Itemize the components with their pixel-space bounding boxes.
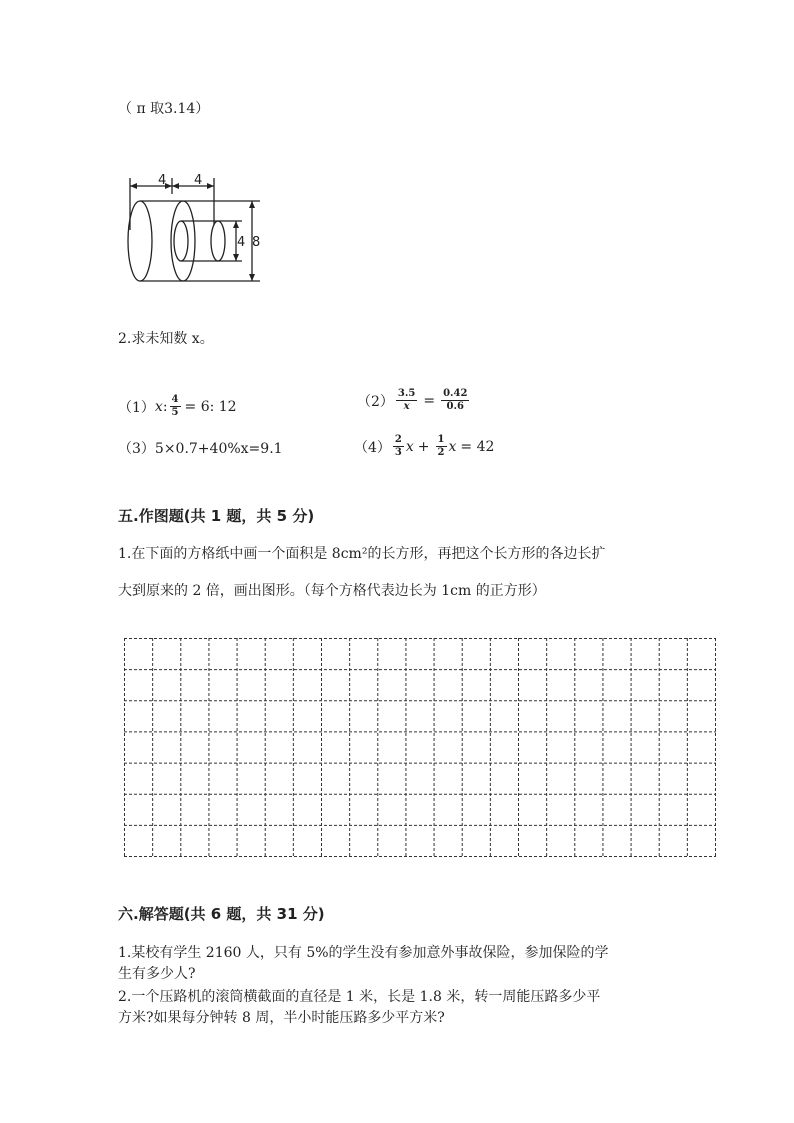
q2-part2-lhs-fraction [396, 388, 417, 413]
fraction-denominator: 2 [437, 447, 445, 458]
q2-part4-rest: = 42 [460, 438, 495, 455]
q2-part4-var-2: x [448, 438, 457, 455]
section6-q2-line1: 2.一个压路机的滚筒横截面的直径是 1 米，长是 1.8 米，转一周能压路多少平 [118, 989, 601, 1005]
section5-q1-line2: 大到原来的 2 倍，画出图形。（每个方格代表边长为 1cm 的正方形） [118, 583, 546, 599]
hollow-cylinder-figure [118, 170, 268, 288]
fraction-numerator: 1 [437, 434, 445, 445]
q2-part4-var-1: x [405, 438, 414, 455]
q2-part1-rest: = 6: 12 [184, 398, 237, 415]
pi-note: （ π 取3.14） [118, 101, 210, 117]
dim-label-inner: 4 [237, 235, 246, 250]
q2-part2 [357, 388, 471, 413]
section6-q2-line2: 方米?如果每分钟转 8 周，半小时能压路多少平方米? [118, 1010, 445, 1026]
section6-heading: 六.解答题(共 6 题，共 31 分) [118, 905, 325, 923]
q2-part1-var: x [154, 398, 163, 415]
dim-label-outer: 8 [252, 235, 261, 250]
q2-part2-rhs-fraction [441, 388, 469, 413]
section5-q1-line1: 1.在下面的方格纸中画一个面积是 8cm²的长方形，再把这个长方形的各边长扩 [118, 546, 606, 562]
fraction-numerator: 0.42 [443, 388, 468, 399]
dim-label-left: 4 [158, 173, 167, 188]
q2-part4-plus: + [417, 438, 430, 455]
dim-label-right: 4 [194, 173, 203, 188]
q2-part2-label: （2） [357, 393, 394, 410]
q2-part4 [354, 434, 494, 459]
grid-paper[interactable] [124, 638, 716, 857]
fraction-denominator: 0.6 [446, 401, 464, 412]
q2-part3: （3）5×0.7+40%x=9.1 [118, 441, 283, 457]
q2-part1-label: （1） [118, 399, 155, 416]
fraction-denominator: 5 [171, 407, 179, 418]
q2-part2-equals: = [423, 392, 436, 409]
fraction-numerator: 3.5 [397, 388, 416, 399]
section6-q1-line2: 生有多少人? [118, 966, 196, 982]
section5-heading: 五.作图题(共 1 题，共 5 分) [118, 507, 315, 525]
q2-part1-colon: : [162, 398, 168, 415]
section6-q1-line1: 1.某校有学生 2160 人，只有 5%的学生没有参加意外事故保险，参加保险的学 [118, 945, 609, 961]
q2-part1-fraction [170, 394, 181, 419]
fraction-numerator: 4 [171, 394, 179, 405]
fraction-numerator: 2 [394, 434, 402, 445]
q2-part4-label: （4） [354, 439, 391, 456]
fraction-denominator: 3 [394, 447, 402, 458]
q2-part4-fraction-2 [436, 434, 447, 459]
q2-title: 2.求未知数 x。 [118, 331, 214, 347]
q2-part1 [118, 394, 237, 419]
q2-part4-fraction-1 [393, 434, 404, 459]
fraction-denominator: x [403, 401, 410, 412]
grid-lines [124, 638, 716, 857]
